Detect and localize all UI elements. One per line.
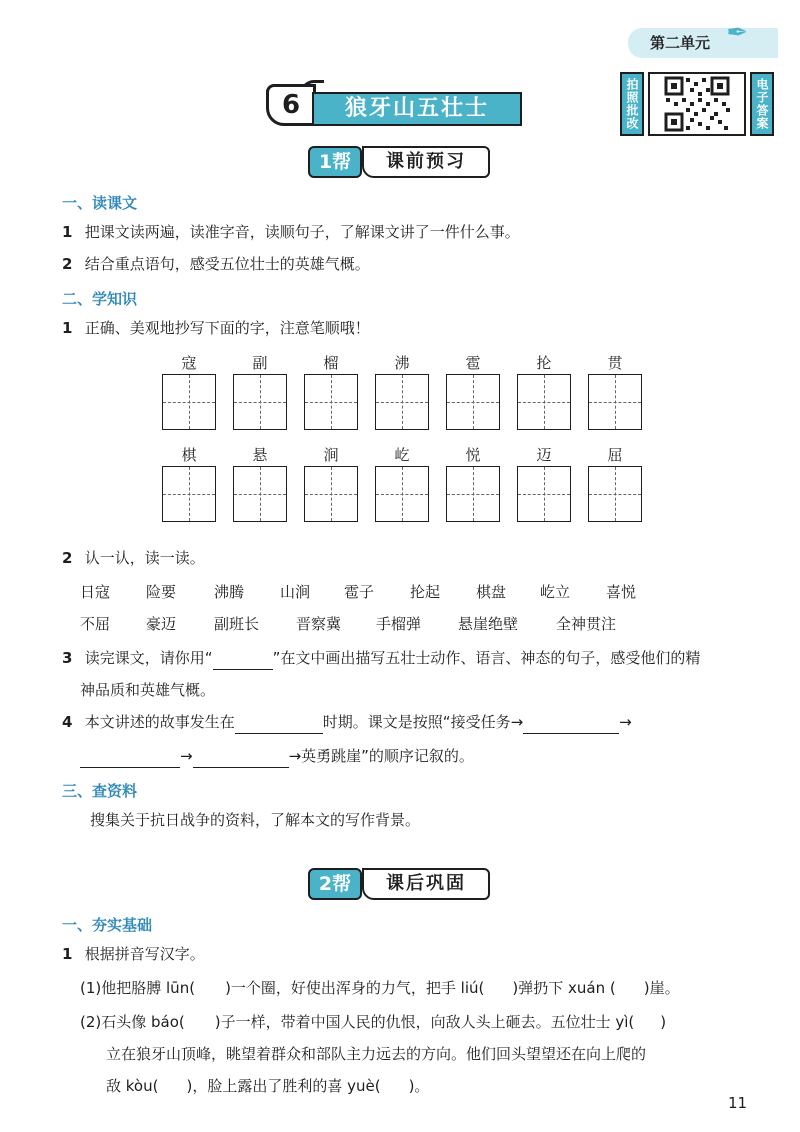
exercise-1-part-2-cont: 立在狼牙山顶峰，眺望着群众和部队主力远去的方向。他们回头望望还在向上爬的 xyxy=(106,1045,647,1063)
writing-cell xyxy=(162,352,216,374)
tianzige-box[interactable] xyxy=(233,374,287,430)
question-text: →英勇跳崖”的顺序记叙的。 xyxy=(288,747,474,765)
question-text: 认一认，读一读。 xyxy=(84,549,205,567)
grid-character: 榴 xyxy=(323,354,339,372)
question-text: 结合重点语句，感受五位壮士的英雄气概。 xyxy=(84,255,370,273)
vocab-word: 棋盘 xyxy=(476,583,507,601)
writing-cell xyxy=(446,352,500,374)
grid-character: 副 xyxy=(252,354,268,372)
pinyin-text: (1)他把胳膊 lūn( xyxy=(80,979,196,997)
grid-character: 悦 xyxy=(465,446,481,464)
tianzige-box[interactable] xyxy=(517,466,571,522)
question-number: 4 xyxy=(62,713,73,731)
vocab-word: 日寇 xyxy=(80,583,111,601)
tianzige-box[interactable] xyxy=(304,374,358,430)
writing-cell xyxy=(233,444,287,466)
knowledge-4 xyxy=(62,710,632,734)
knowledge-2 xyxy=(62,546,205,570)
pinyin-text: )崖。 xyxy=(643,979,680,997)
tianzige-box[interactable] xyxy=(446,466,500,522)
question-text: ”在文中画出描写五壮士动作、语言、神态的句子，感受他们的精 xyxy=(272,649,701,667)
word-list-row-2 xyxy=(80,612,700,636)
writing-cell xyxy=(588,352,642,374)
knowledge-3-cont: 神品质和英雄气概。 xyxy=(80,681,216,699)
question-1 xyxy=(62,220,520,244)
tianzige-box[interactable] xyxy=(588,466,642,522)
knowledge-1 xyxy=(62,316,370,340)
unit-tag xyxy=(628,18,778,58)
question-number: 2 xyxy=(62,255,73,273)
tianzige-box[interactable] xyxy=(162,466,216,522)
pinyin-text: 敌 kòu( xyxy=(106,1077,159,1095)
exercise-1 xyxy=(62,942,205,966)
arrow-text: → xyxy=(619,713,632,731)
grid-character: 悬 xyxy=(252,446,268,464)
feather-icon: ✒ xyxy=(726,18,748,48)
section-badge-review xyxy=(308,868,492,900)
vocab-word: 豪迈 xyxy=(146,615,177,633)
question-number: 1 xyxy=(62,319,73,337)
vocab-word: 沸腾 xyxy=(214,583,245,601)
writing-cell xyxy=(233,352,287,374)
tianzige-box[interactable] xyxy=(517,374,571,430)
underline-sample xyxy=(213,652,273,670)
question-number: 2 xyxy=(62,549,73,567)
grid-character: 贯 xyxy=(607,354,623,372)
question-text: 正确、美观地抄写下面的字，注意笔顺哦！ xyxy=(84,319,370,337)
pinyin-text: )。 xyxy=(408,1077,430,1095)
grid-character: 棋 xyxy=(181,446,197,464)
writing-cell xyxy=(162,444,216,466)
research-task: 搜集关于抗日战争的资料，了解本文的写作背景。 xyxy=(90,811,421,829)
writing-grid-row-2 xyxy=(162,444,642,534)
grid-character: 屹 xyxy=(394,446,410,464)
tianzige-box[interactable] xyxy=(162,374,216,430)
badge-number: 1帮 xyxy=(308,146,362,178)
writing-grid-row-1 xyxy=(162,352,642,442)
writing-cell xyxy=(304,444,358,466)
arrow-text: → xyxy=(180,747,193,765)
question-text: 根据拼音写汉字。 xyxy=(84,945,205,963)
question-text: 本文讲述的故事发生在 xyxy=(84,713,235,731)
grid-character: 屈 xyxy=(607,446,623,464)
question-text: 把课文读两遍，读准字音，读顺句子，了解课文讲了一件什么事。 xyxy=(84,223,520,241)
tianzige-box[interactable] xyxy=(588,374,642,430)
qr-block[interactable] xyxy=(620,72,774,136)
section-badge-preview xyxy=(308,146,492,178)
grid-character: 雹 xyxy=(465,354,481,372)
writing-cell xyxy=(588,444,642,466)
tianzige-box[interactable] xyxy=(446,374,500,430)
lesson-title: 狼牙山五壮士 xyxy=(312,92,522,126)
grid-character: 涧 xyxy=(323,446,339,464)
vocab-word: 副班长 xyxy=(214,615,260,633)
tianzige-box[interactable] xyxy=(304,466,358,522)
vocab-word: 抡起 xyxy=(410,583,441,601)
tianzige-box[interactable] xyxy=(233,466,287,522)
grid-character: 迈 xyxy=(536,446,552,464)
question-text: 时期。课文是按照“接受任务→ xyxy=(322,713,524,731)
vocab-word: 不屈 xyxy=(80,615,111,633)
heading-foundation: 一、夯实基础 xyxy=(62,916,153,934)
vocab-word: 屹立 xyxy=(540,583,571,601)
badge-title: 课后巩固 xyxy=(362,868,490,900)
pinyin-text: ) xyxy=(660,1013,667,1031)
vocab-word: 喜悦 xyxy=(606,583,637,601)
badge-number: 2帮 xyxy=(308,868,362,900)
page-number: 11 xyxy=(728,1094,748,1112)
question-2 xyxy=(62,252,370,276)
vocab-word: 全神贯注 xyxy=(556,615,617,633)
writing-cell xyxy=(304,352,358,374)
heading-learn-knowledge: 二、学知识 xyxy=(62,290,138,308)
answer-blank[interactable] xyxy=(523,716,619,734)
question-number: 3 xyxy=(62,649,73,667)
writing-cell xyxy=(446,444,500,466)
grid-character: 沸 xyxy=(394,354,410,372)
question-number: 1 xyxy=(62,945,73,963)
writing-cell xyxy=(517,352,571,374)
heading-research: 三、查资料 xyxy=(62,782,138,800)
lesson-number: 6 xyxy=(266,84,316,126)
grid-character: 寇 xyxy=(181,354,197,372)
knowledge-4-cont xyxy=(80,744,474,768)
writing-cell xyxy=(375,352,429,374)
answer-blank[interactable] xyxy=(235,716,323,734)
qr-label-photo-grading: 拍照批改 xyxy=(620,72,644,136)
vocab-word: 雹子 xyxy=(344,583,375,601)
word-list-row-1 xyxy=(80,580,680,604)
qr-label-e-answers: 电子答案 xyxy=(750,72,774,136)
exercise-1-part-1 xyxy=(80,976,680,1000)
exercise-1-part-2 xyxy=(80,1010,666,1034)
writing-cell xyxy=(375,444,429,466)
question-text: 读完课文，请你用“ xyxy=(84,649,213,667)
vocab-word: 悬崖绝壁 xyxy=(458,615,519,633)
knowledge-3 xyxy=(62,646,700,670)
heading-read-text: 一、读课文 xyxy=(62,194,138,212)
answer-blank[interactable] xyxy=(193,750,289,768)
vocab-word: 险要 xyxy=(146,583,177,601)
pinyin-text: )，脸上露出了胜利的喜 yuè( xyxy=(186,1077,381,1095)
badge-title: 课前预习 xyxy=(362,146,490,178)
vocab-word: 晋察冀 xyxy=(296,615,342,633)
grid-character: 抡 xyxy=(536,354,552,372)
tianzige-box[interactable] xyxy=(375,374,429,430)
qr-code-icon[interactable] xyxy=(648,72,746,136)
vocab-word: 手榴弹 xyxy=(376,615,422,633)
tianzige-box[interactable] xyxy=(375,466,429,522)
pinyin-text: )一个圈，好使出浑身的力气，把手 liú( xyxy=(225,979,485,997)
vocab-word: 山涧 xyxy=(280,583,311,601)
pinyin-text: )子一样，带着中国人民的仇恨，向敌人头上砸去。五位壮士 yì( xyxy=(214,1013,635,1031)
exercise-1-part-2-end xyxy=(106,1074,429,1098)
answer-blank[interactable] xyxy=(80,750,180,768)
question-number: 1 xyxy=(62,223,73,241)
writing-cell xyxy=(517,444,571,466)
pinyin-text: )弹扔下 xuán ( xyxy=(512,979,616,997)
pinyin-text: (2)石头像 báo( xyxy=(80,1013,185,1031)
unit-label: 第二单元 xyxy=(650,34,711,52)
